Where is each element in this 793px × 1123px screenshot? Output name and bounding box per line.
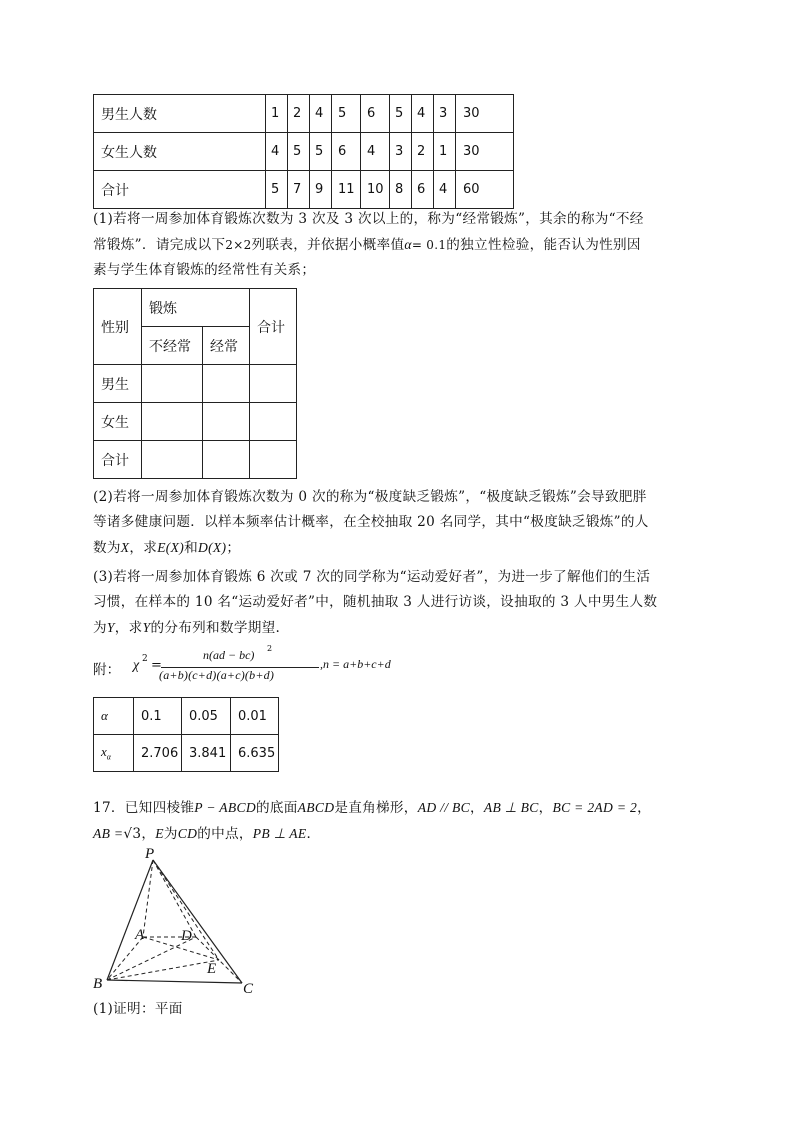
q1-dim: 2×2 xyxy=(225,238,252,252)
contingency-table xyxy=(93,288,297,479)
table-cell: 4 xyxy=(434,171,456,209)
table-cell: 5 xyxy=(390,95,412,133)
table-cell: 4 xyxy=(310,95,332,133)
row-label-female: 女生 xyxy=(94,403,142,441)
q17-text: ， xyxy=(538,800,553,816)
n-definition: ,n = a+b+c+d xyxy=(320,657,391,671)
q1-text: 常锻炼”．请完成以下 xyxy=(93,237,226,253)
q2-line2: 等诸多健康问题．以样本频率估计概率，在全校抽取 20 名同学，其中“极度缺乏锻炼”的人 xyxy=(93,514,649,530)
empty-cell xyxy=(203,403,250,441)
table-cell: 1 xyxy=(266,95,288,133)
header-not-often: 不经常 xyxy=(142,327,203,365)
point-e: E xyxy=(155,826,164,841)
var-y: Y xyxy=(142,620,151,635)
label-a: A xyxy=(135,927,145,943)
edge-pb xyxy=(107,860,153,980)
segment-pe xyxy=(153,860,219,960)
q2-text: 数为 xyxy=(93,540,121,556)
alpha-header: α xyxy=(94,698,134,735)
alpha-value: = 0.1 xyxy=(411,238,447,252)
q17-text: 的中点， xyxy=(197,826,253,842)
q3-text: 为 xyxy=(93,620,107,636)
question-17 xyxy=(93,795,703,847)
row-label-total: 合计 xyxy=(94,441,142,479)
numerator-exponent: 2 xyxy=(267,644,273,653)
label-d: D xyxy=(181,928,192,944)
x-alpha-header xyxy=(94,735,134,772)
alpha-value: 0.05 xyxy=(182,698,231,735)
chi-exponent: 2 xyxy=(142,654,148,664)
q17-part1: (1)证明：平面 xyxy=(93,1001,183,1017)
table-cell: 3 xyxy=(390,133,412,171)
q3-line3 xyxy=(93,615,703,641)
condition: PB ⊥ AE xyxy=(252,826,307,841)
condition: AD // BC xyxy=(417,800,470,815)
edge-pc xyxy=(153,860,242,983)
table-cell: 9 xyxy=(310,171,332,209)
table-row xyxy=(94,171,514,209)
table-cell: 5 xyxy=(266,171,288,209)
data-table xyxy=(93,94,514,209)
question-2 xyxy=(93,485,703,561)
chi-square-formula xyxy=(93,644,493,690)
question-3 xyxy=(93,565,703,641)
empty-cell xyxy=(203,441,250,479)
row-label: 女生人数 xyxy=(94,133,266,171)
table-cell: 2 xyxy=(412,133,434,171)
denominator: (a+b)(c+d)(a+c)(b+d) xyxy=(159,668,275,682)
q17-text: 的底面 xyxy=(255,800,298,816)
critical-value: 3.841 xyxy=(182,735,231,772)
label-c: C xyxy=(243,981,254,997)
variance: D(X) xyxy=(197,540,227,555)
empty-cell xyxy=(250,441,297,479)
empty-cell xyxy=(250,365,297,403)
q17-text: ， xyxy=(469,800,484,816)
q17-line1 xyxy=(93,795,703,821)
expectation: E(X) xyxy=(157,540,185,555)
q1-line3: 素与学生体育锻炼的经常性有关系； xyxy=(93,262,316,278)
table-cell: 5 xyxy=(332,95,361,133)
var-y: Y xyxy=(106,620,115,635)
pyramid-name: P − ABCD xyxy=(194,800,256,815)
q3-line1: (3)若将一周参加体育锻炼 6 次或 7 次的同学称为“运动爱好者”，为进一步了解他们的生活 xyxy=(93,569,651,585)
empty-cell xyxy=(142,403,203,441)
header-exercise: 锻炼 xyxy=(142,289,250,327)
header-often: 经常 xyxy=(203,327,250,365)
alpha-value: 0.1 xyxy=(134,698,182,735)
empty-cell xyxy=(203,365,250,403)
table-row xyxy=(94,95,514,133)
table-cell: 30 xyxy=(456,133,514,171)
table-cell: 6 xyxy=(332,133,361,171)
empty-cell xyxy=(142,365,203,403)
empty-cell xyxy=(250,403,297,441)
formula-prefix: 附： xyxy=(93,662,121,678)
critical-value: 6.635 xyxy=(231,735,279,772)
q2-line1: (2)若将一周参加体育锻炼次数为 0 次的称为“极度缺乏锻炼”，“极度缺乏锻炼”会导致肥胖 xyxy=(93,489,647,505)
condition: BC = 2AD = 2 xyxy=(552,800,638,815)
edge-pd xyxy=(153,860,196,937)
table-cell: 4 xyxy=(266,133,288,171)
critical-value-table xyxy=(93,697,279,772)
table-cell: 60 xyxy=(456,171,514,209)
header-gender: 性别 xyxy=(94,289,142,365)
q2-text: ； xyxy=(226,540,241,556)
empty-cell xyxy=(142,441,203,479)
table-row xyxy=(94,133,514,171)
sqrt-3: √3 xyxy=(123,826,142,842)
table-cell: 5 xyxy=(310,133,332,171)
alpha-value: 0.01 xyxy=(231,698,279,735)
equals-sign: = xyxy=(151,658,162,673)
table-cell: 1 xyxy=(434,133,456,171)
table-cell: 4 xyxy=(361,133,390,171)
q17-text: 为 xyxy=(163,826,178,842)
q17-text: ． xyxy=(306,826,321,842)
numerator: n(ad − bc) xyxy=(203,648,255,662)
q2-text: 和 xyxy=(184,540,198,556)
segment-be xyxy=(107,960,219,980)
condition: AB = xyxy=(93,826,124,841)
table-cell: 4 xyxy=(412,95,434,133)
table-cell: 6 xyxy=(361,95,390,133)
q17-text: ， xyxy=(637,800,652,816)
table-cell: 7 xyxy=(288,171,310,209)
row-label-male: 男生 xyxy=(94,365,142,403)
label-e: E xyxy=(207,961,217,977)
q17-text: ， xyxy=(141,826,156,842)
table-cell: 2 xyxy=(288,95,310,133)
header-total: 合计 xyxy=(250,289,297,365)
table-cell: 10 xyxy=(361,171,390,209)
label-b: B xyxy=(93,976,103,992)
base-name: ABCD xyxy=(297,800,335,815)
q1-text: 的独立性检验，能否认为性别因 xyxy=(446,237,641,253)
q17-text: 是直角梯形， xyxy=(334,800,418,816)
x-label: x xyxy=(101,744,107,760)
table-cell: 3 xyxy=(434,95,456,133)
q2-line3 xyxy=(93,535,703,561)
edge-ab xyxy=(107,937,143,980)
q1-line1: (1)若将一周参加体育锻炼次数为 3 次及 3 次以上的，称为“经常锻炼”，其余的称为“不经 xyxy=(93,211,644,227)
condition: AB ⊥ BC xyxy=(483,800,539,815)
q1-line2 xyxy=(93,232,703,258)
var-x: X xyxy=(120,540,130,555)
critical-value: 2.706 xyxy=(134,735,182,772)
x-subscript: α xyxy=(106,752,111,762)
q3-text: 的分布列和数学期望. xyxy=(150,620,281,636)
q17-line2 xyxy=(93,821,703,847)
q17-text: 17．已知四棱锥 xyxy=(93,800,195,816)
label-p: P xyxy=(145,846,155,862)
table-cell: 8 xyxy=(390,171,412,209)
q2-text: ，求 xyxy=(129,540,158,556)
table-cell: 6 xyxy=(412,171,434,209)
question-1 xyxy=(93,207,703,283)
table-cell: 5 xyxy=(288,133,310,171)
chi-symbol: χ xyxy=(133,658,140,673)
pyramid-figure xyxy=(90,845,280,1000)
edge-bc xyxy=(107,980,242,983)
table-cell: 11 xyxy=(332,171,361,209)
table-cell: 30 xyxy=(456,95,514,133)
alpha-symbol: α xyxy=(404,237,412,252)
q1-text: 列联表，并依据小概率值 xyxy=(251,237,405,253)
segment-cd: CD xyxy=(177,826,198,841)
row-label: 男生人数 xyxy=(94,95,266,133)
q3-text: ，求 xyxy=(114,620,143,636)
q3-line2: 习惯，在样本的 10 名“运动爱好者”中，随机抽取 3 人进行访谈，设抽取的 3 人中男生人数 xyxy=(93,594,658,610)
row-label: 合计 xyxy=(94,171,266,209)
